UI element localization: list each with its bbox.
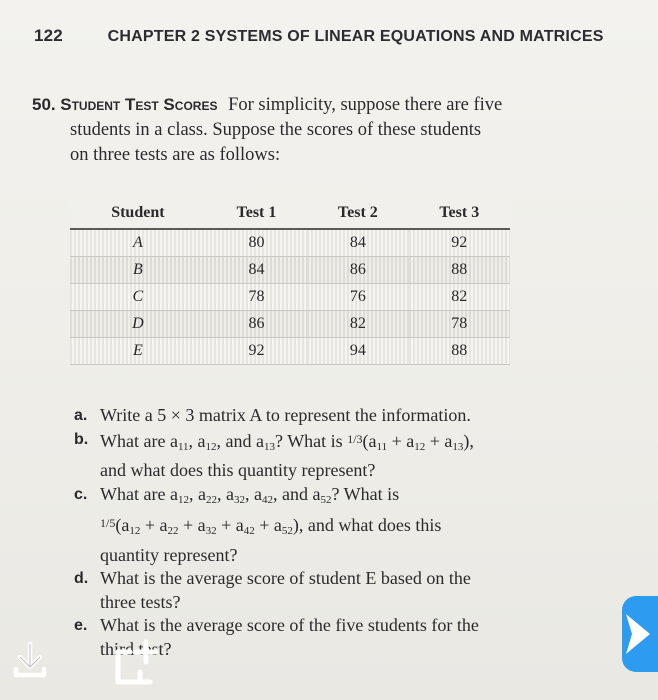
question-text: + a	[140, 515, 168, 535]
question-label: b.	[74, 430, 89, 448]
subscript: 12	[205, 440, 217, 453]
question-text: Write a 5 × 3 matrix A to represent the information.	[100, 405, 471, 425]
problem-line-2: students in a class. Suppose the scores of these students	[70, 120, 482, 140]
chapter-title: CHAPTER 2 SYSTEMS OF LINEAR EQUATIONS AND MATRICES	[107, 28, 604, 45]
question-text: ), and what does this	[292, 515, 442, 535]
page-number: 122	[34, 26, 63, 45]
problem-title: Student Test Scores	[60, 95, 218, 114]
scores-table	[70, 200, 510, 365]
question-text: What are a	[100, 430, 178, 451]
score-cell: 84	[206, 257, 307, 284]
question-text: , and a	[272, 483, 321, 504]
question-text: quantity represent?	[100, 544, 238, 565]
question-text: What is the average score of the five students for the	[100, 615, 479, 635]
subscript: 13	[452, 440, 464, 453]
question-b	[74, 428, 634, 483]
subscript: 11	[177, 440, 189, 453]
table-header-row	[70, 200, 510, 229]
question-text: ? What is	[275, 430, 348, 451]
page-header	[34, 26, 638, 46]
question-text: , a	[188, 430, 206, 451]
question-text: and what does this quantity represent?	[100, 460, 376, 480]
question-label: c.	[74, 485, 88, 503]
table-row	[70, 257, 510, 284]
crop-add-icon[interactable]	[110, 636, 166, 692]
question-text: three tests?	[100, 591, 181, 612]
question-text: , and a	[216, 430, 265, 451]
column-header: Student	[70, 200, 206, 229]
score-cell: 92	[409, 229, 510, 257]
score-cell: 80	[206, 229, 307, 257]
problem-number: 50.	[32, 95, 56, 114]
score-cell: 88	[409, 338, 510, 365]
fraction: 1/3	[347, 431, 363, 446]
question-text: What is the average score of student E based on the	[100, 568, 471, 588]
subscript: 32	[205, 525, 217, 537]
question-text: + a	[425, 430, 453, 451]
question-c	[74, 483, 634, 568]
subscript: 32	[233, 493, 245, 506]
question-text: , a	[216, 483, 234, 504]
question-text: + a	[254, 515, 282, 535]
subscript: 13	[264, 440, 276, 453]
subscript: 52	[281, 525, 293, 537]
score-cell: 94	[307, 338, 408, 365]
column-header: Test 1	[206, 200, 307, 229]
subscript: 11	[376, 440, 388, 453]
score-cell: 76	[307, 284, 408, 311]
question-label: d.	[74, 570, 89, 587]
student-cell: A	[70, 229, 206, 257]
subscript: 22	[167, 525, 179, 537]
subscript: 12	[177, 493, 189, 506]
score-cell: 92	[206, 338, 307, 365]
question-text: (a	[362, 430, 377, 451]
score-cell: 88	[409, 257, 510, 284]
table-row	[70, 338, 510, 365]
score-cell: 78	[206, 284, 307, 311]
student-cell: D	[70, 311, 206, 338]
student-cell: E	[70, 338, 206, 365]
student-cell: B	[70, 257, 206, 284]
table-row	[70, 284, 510, 311]
score-cell: 78	[409, 311, 510, 338]
question-text: What are a	[100, 483, 178, 504]
question-text: ),	[463, 430, 474, 451]
question-text: , a	[244, 483, 262, 504]
subscript: 12	[129, 525, 141, 537]
question-a	[74, 404, 634, 428]
score-cell: 82	[307, 311, 408, 338]
question-text: , a	[188, 483, 206, 504]
score-cell: 86	[307, 257, 408, 284]
fraction: 1/5	[100, 516, 116, 530]
table-row	[70, 311, 510, 338]
student-cell: C	[70, 284, 206, 311]
column-header: Test 3	[409, 200, 510, 229]
problem-line-1: For simplicity, suppose there are five	[228, 95, 503, 115]
question-text: (a	[115, 515, 130, 535]
score-cell: 82	[409, 284, 510, 311]
subscript: 52	[320, 493, 332, 506]
download-icon[interactable]	[10, 640, 50, 680]
subscript: 42	[261, 493, 273, 506]
question-text: ? What is	[331, 483, 400, 504]
question-label: a.	[74, 407, 88, 424]
send-arrow-icon[interactable]	[596, 596, 658, 672]
question-label: e.	[74, 617, 88, 634]
subscript: 22	[205, 493, 217, 506]
subscript: 42	[243, 525, 255, 537]
question-text: + a	[178, 515, 206, 535]
subscript: 12	[414, 440, 426, 453]
problem-statement	[32, 92, 632, 168]
column-header: Test 2	[307, 200, 408, 229]
question-text: + a	[387, 430, 415, 451]
problem-line-3: on three tests are as follows:	[70, 145, 281, 165]
question-text: + a	[216, 515, 244, 535]
question-list	[74, 404, 634, 661]
score-cell: 84	[307, 229, 408, 257]
question-d	[74, 567, 634, 614]
score-cell: 86	[206, 311, 307, 338]
question-text: third test?	[100, 638, 172, 659]
table-row	[70, 229, 510, 257]
